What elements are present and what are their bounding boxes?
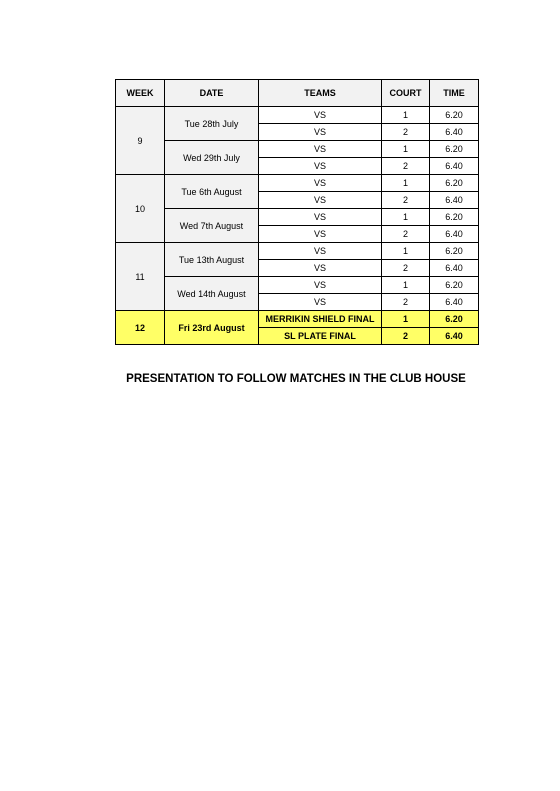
teams-cell: VS [259,192,382,209]
week-cell: 12 [116,311,165,345]
time-cell: 6.40 [430,124,479,141]
teams-cell: VS [259,141,382,158]
table-row [116,175,479,192]
final-row [116,311,479,328]
teams-cell: VS [259,294,382,311]
header-week: WEEK [116,80,165,107]
time-cell: 6.20 [430,107,479,124]
teams-cell: VS [259,209,382,226]
teams-cell: VS [259,124,382,141]
teams-cell: VS [259,277,382,294]
teams-cell: VS [259,226,382,243]
header-time: TIME [430,80,479,107]
teams-cell: VS [259,175,382,192]
table-row [116,141,479,158]
court-cell: 1 [382,141,430,158]
time-cell: 6.20 [430,277,479,294]
teams-cell: SL PLATE FINAL [259,328,382,345]
table-row [116,209,479,226]
teams-cell: VS [259,243,382,260]
time-cell: 6.20 [430,141,479,158]
teams-cell: VS [259,260,382,277]
week-cell: 11 [116,243,165,311]
header-date: DATE [165,80,259,107]
court-cell: 1 [382,209,430,226]
week-cell: 9 [116,107,165,175]
time-cell: 6.40 [430,294,479,311]
court-cell: 2 [382,124,430,141]
teams-cell: VS [259,107,382,124]
time-cell: 6.40 [430,192,479,209]
fixture-table [115,79,479,345]
court-cell: 1 [382,175,430,192]
court-cell: 2 [382,226,430,243]
time-cell: 6.40 [430,328,479,345]
time-cell: 6.40 [430,226,479,243]
date-cell: Tue 13th August [165,243,259,277]
week-cell: 10 [116,175,165,243]
table-row [116,277,479,294]
court-cell: 2 [382,192,430,209]
teams-cell: MERRIKIN SHIELD FINAL [259,311,382,328]
header-teams: TEAMS [259,80,382,107]
header-court: COURT [382,80,430,107]
time-cell: 6.20 [430,311,479,328]
teams-cell: VS [259,158,382,175]
presentation-note: PRESENTATION TO FOLLOW MATCHES IN THE CLUB HOUSE [126,373,466,385]
court-cell: 2 [382,158,430,175]
time-cell: 6.40 [430,260,479,277]
date-cell: Wed 7th August [165,209,259,243]
fixture-body [116,107,479,345]
date-cell: Wed 29th July [165,141,259,175]
court-cell: 1 [382,311,430,328]
table-row [116,107,479,124]
time-cell: 6.20 [430,243,479,260]
court-cell: 2 [382,260,430,277]
time-cell: 6.40 [430,158,479,175]
court-cell: 1 [382,277,430,294]
court-cell: 1 [382,243,430,260]
date-cell: Tue 28th July [165,107,259,141]
date-cell: Wed 14th August [165,277,259,311]
court-cell: 2 [382,328,430,345]
court-cell: 1 [382,107,430,124]
court-cell: 2 [382,294,430,311]
table-row [116,243,479,260]
time-cell: 6.20 [430,175,479,192]
header-row [116,80,479,107]
date-cell: Tue 6th August [165,175,259,209]
time-cell: 6.20 [430,209,479,226]
date-cell: Fri 23rd August [165,311,259,345]
